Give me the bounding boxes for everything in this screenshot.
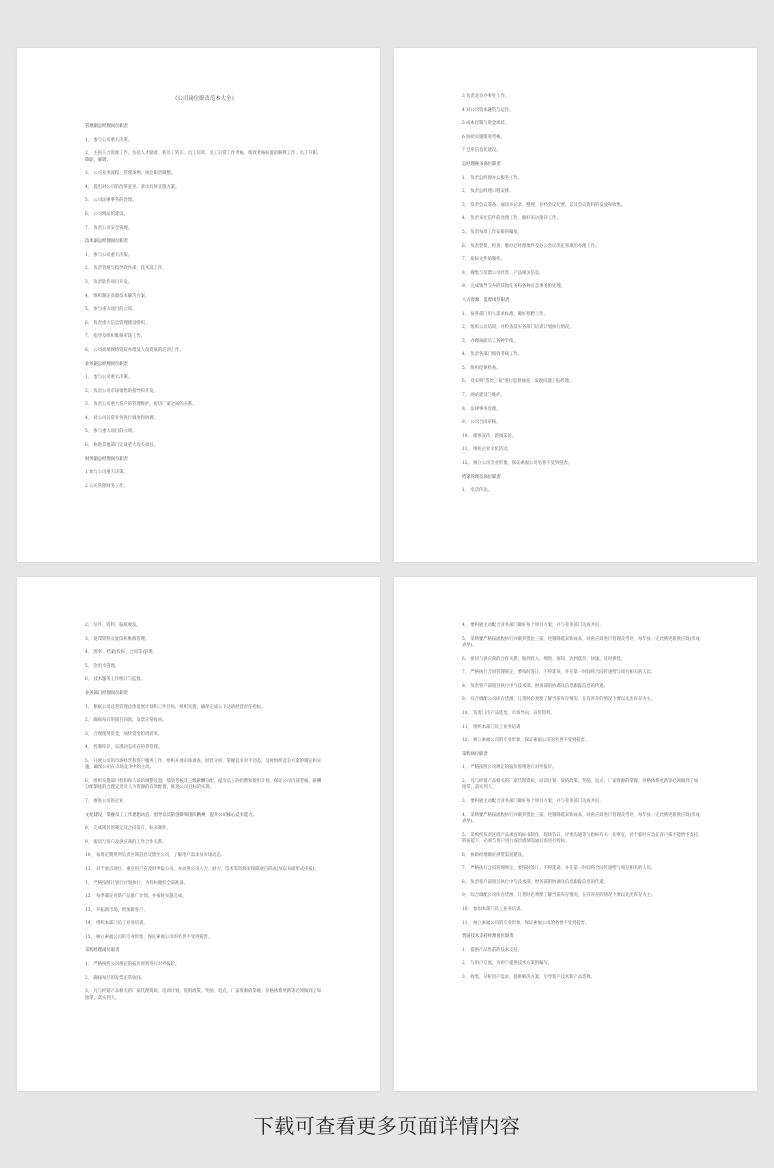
paragraph-item: 12、 每季制定对新产品推广计划，并按时实施完成。	[85, 894, 187, 900]
paragraph-item: 6、 公司网站的建设。	[85, 211, 128, 217]
paragraph-item: 4、 对公司日常业务进行调度和协调。	[85, 415, 158, 421]
paragraph-item: 6、 协助经理做好供货渠道建设。	[462, 852, 527, 858]
document-title: 《公司岗位职责范本大全》	[172, 96, 237, 102]
paragraph-item: 5、 采购要严格按流程执行并做到货比三家，控制降低采购成本，对供应商进行管理及考评，每年按一定比例更新供应商(形成表单)。	[462, 636, 700, 648]
paragraph-item: 9、 完成领导交办的其他任务和各种应急事务的处理。	[462, 284, 565, 290]
paragraph-item: 14、 组织本部门员工业务培训。	[85, 921, 148, 927]
paragraph-item: 2、 信件、资料、报纸收发。	[85, 623, 141, 628]
paragraph-item: 6、 组织实施部门机构和人员的调整设置，绩效考核及三级薪酬分配，提出员工的招聘和使用计划，保证公司内部考核、薪酬分配制度的合理完善及人力资源的有效配置，推进公司目标的实现。	[85, 778, 322, 791]
section-heading: 财务副总经理岗位职责	[85, 456, 128, 462]
download-more-caption[interactable]: 下载可查看更多页面详情内容	[253, 1114, 521, 1138]
page-content	[85, 623, 324, 1009]
paragraph-item: 10、 负责门市产品选型、市场导向、宣传资料。	[462, 710, 555, 716]
paragraph-item: 1、 根据公司总营管理总体发展计划和工作目标，组织实施，确保完成公下达的经营责任指标。	[85, 704, 266, 710]
paragraph-item: 7、 网站建设与维护。	[462, 393, 505, 399]
document-page-2	[394, 48, 757, 562]
paragraph-item: 11、 组织本部门员工业务培训	[462, 724, 521, 730]
paragraph-item: 10、 媒体宣传、新闻采访。	[462, 433, 517, 439]
paragraph-item: 2 公司管理财务工作。	[85, 483, 128, 489]
paragraph-item: 8、 公司高端网络资质办理及人员资质的培训工作。	[85, 347, 184, 353]
paragraph-item: 7 仓库信息化建设。	[462, 148, 501, 154]
paragraph-item: 8、 负责客户部项目执行中与技术部、财务部的协调及信息跟踪信息的传递。	[462, 879, 608, 885]
paragraph-item: 7、 拟标文件的制作。	[462, 257, 505, 263]
page-content	[462, 94, 701, 502]
paragraph-item: 9、 密切与客户及供应商的工作合作关系。	[85, 839, 167, 845]
document-page-3	[17, 577, 380, 1091]
paragraph-item: 5、 组织纪律检查。	[462, 365, 501, 371]
paragraph-item: 5、 公司法律事务的处理。	[85, 198, 137, 204]
paragraph-item: 4、 提出对公司的改革意见，拿出具体实施方案。	[85, 184, 180, 190]
section-heading: 售前技术支持经理岗位职责	[462, 934, 514, 940]
paragraph-item: 9、 综合调配公司库存货源，订货时必须要了解当前库存情况，在有库存的情况下要以先出库存为主。	[462, 697, 656, 703]
paragraph-item: 6 协助实施绩效考核。	[462, 134, 505, 140]
paragraph-item: 8、 完成项目的制定及合同签订，标书制作。	[85, 826, 171, 832]
paragraph-item: 2、 凡与经销产品相关的厂家代理资质，培训计划，促销政策，奖励，返点，厂家资源的掌握，价格体系更新等必须做到了如指掌，落实到人。	[462, 778, 699, 791]
paragraph-item: 2、 主抓人力资源工作，包括人才储备、新员工转正、员工培训、员工日常工作考核、绩效考核标准的解释工作、员工升职、降职、解聘。	[85, 151, 322, 163]
paragraph-item: 5、 负责每周工作安排的编发。	[462, 229, 522, 235]
paragraph-item: 3、 负责会议筹备、通知并记录、整理、存档会议纪要，以及会议资料的发放和收集。	[462, 202, 626, 208]
paragraph-item: 9、 公司合同审核。	[462, 420, 501, 426]
paragraph-item: 7、 严格执行合同管理规定，要按时签订，不得延误，并在第一时间将合同传递给与项目相关的人员。	[462, 866, 656, 872]
paragraph-item: 4 对公司资本融资与运作。	[462, 107, 514, 113]
paragraph-item: 4、 控制库存，实现动态库存的零管理。	[85, 745, 163, 751]
section-heading: 人力资源、监督岗位职责	[462, 297, 510, 303]
paragraph-item: 1、 按各部门用人需求标准，做好招聘工作。	[462, 311, 548, 317]
paragraph-item: 1、 参与公司重大决策。	[85, 375, 133, 381]
paragraph-item: 6、 密切与供应商的合作关系，做到投入、细致、深知、达到低价、快速、及时供货。	[462, 656, 626, 662]
section-heading: 管理副总经理岗位职责	[85, 124, 128, 129]
document-page-4	[394, 577, 757, 1091]
section-heading: 采购岗位职责	[462, 751, 488, 757]
paragraph-item: 8、 负责客户部项目执行中与技术部、财务部的协调及信息跟踪信息的传递。	[462, 683, 608, 689]
paragraph-item: 7、 负责公司安全管理。	[85, 225, 133, 231]
paragraph-item: 1、 电话传达。	[462, 488, 492, 494]
paragraph-item: 6、 负责重大信息管理建设组织。	[85, 320, 150, 326]
section-heading: 技术副总经理岗位职责	[85, 239, 128, 245]
paragraph-item: 3、 收集、分析用户需求，提供解决方案，引导客户技术和产品选择。	[462, 974, 596, 980]
paragraph-item: 5、 饮用水管理。	[85, 663, 120, 669]
paragraph-item: 4、 采购要严格按流程执行并做到货比三家，控制降低采购成本，对供应商进行管理及考评，每年按一定比例更新供应商(形成表单)。	[462, 812, 700, 824]
paragraph-item: 3、 复印资料及复印机维修管理。	[85, 636, 150, 642]
paragraph-item: 7、 推进公司的企业	[85, 798, 124, 804]
paragraph-item: 3、 办理离职员工各种手续。	[462, 338, 518, 344]
paragraph-item: 5、 参与重大项目的立项。	[85, 307, 137, 313]
page-content	[462, 623, 701, 988]
section-heading: 业务副总经理岗位职责	[85, 361, 128, 367]
section-heading: 文化建设，掌握员工工作思想动态，倡导以员的创新和团队精神，提升公司核心竞争能力。	[85, 812, 257, 818]
paragraph-item: 11、 树立索福公司的专业形象，保证索福公司的名誉不受到侵害。	[462, 920, 590, 926]
paragraph-item: 1、 提供产品售前的技术支持。	[462, 947, 522, 953]
paragraph-item: 4、 负责来往信件的处理工作，做好来访接待工作。	[462, 216, 561, 222]
paragraph-item: 5 成本控制与资金周转。	[462, 121, 510, 127]
paragraph-item: 2、 负责管理与指导软件部、技术部工作。	[85, 266, 167, 272]
paragraph-item: 15、 树立索福公司的专业形象，保证索福公司的名誉不受到侵害。	[85, 934, 213, 940]
paragraph-item: 3、 凡与经销产品相关的厂家代理资质，培训计划，促销政策、奖励、返点，厂家资源的掌握，价格体系更新等必须做到了如指掌，落实到人。	[85, 989, 322, 1001]
section-heading: 档案管理员岗位职责	[462, 474, 501, 480]
paragraph-item: 3、 合理使用资金，加快资金的周转率。	[85, 731, 163, 737]
paragraph-item: 4、 组织制定高端技术解决方案。	[85, 293, 150, 299]
paragraph-item: 9、 综合调配公司库存货源，订货时必须要了解当前库存情况，在有库存的情况下要以先出库存为主。	[462, 893, 656, 899]
section-heading: 业务部门经理岗位职责	[85, 690, 128, 696]
paragraph-item: 11、 组织企业文化活动。	[462, 447, 512, 453]
paragraph-item: 1、 严格按照公司规定的报价原则进行对外报价。	[85, 962, 180, 968]
paragraph-item: 13、 开拓新市场，增加新客户。	[85, 907, 148, 913]
paragraph-item: 6、 对采购"货比三家"进行监督抽查，发现问题上报经理。	[462, 379, 574, 385]
paragraph-item: 3 负责北京办事处工作。	[462, 94, 510, 99]
paragraph-item: 2、 负责总经理日程安排。	[462, 189, 514, 195]
paragraph-item: 1、 负责总经理办公服务工作。	[462, 175, 522, 181]
paragraph-item: 12、 树立公司专业形象，保证索福公司名誉不受到侵害。	[462, 461, 572, 467]
paragraph-item: 6、 协助其他部门完成重大攻关项目。	[85, 443, 158, 449]
paragraph-item: 2、 与用户交流，为用户提供技术方案的编写。	[462, 961, 553, 967]
paragraph-item: 4、 负责各部门绩效考核工作。	[462, 352, 522, 358]
paragraph-item: 1、 严格按照公司规定的报价原则进行对外报价。	[462, 765, 557, 771]
paragraph-item: 2、 负责公司市场销售的指导和开发。	[85, 388, 158, 394]
paragraph-item: 5、 开展公司的市场经营和客户服务工作，组织开展市场调查、经营分析，掌握竞争对手动态，及时组织竞争方案的制定和实施，确保公司在市场竞争中的主动。	[85, 758, 322, 771]
paragraph-item: 1、 参与公司重大决策。	[85, 137, 133, 143]
paragraph-item: 8、 法律事务处理。	[462, 406, 501, 412]
paragraph-item: 6、 负责督促、检查、催办总经理批件及办公会议决定事项的办理工作。	[462, 243, 600, 249]
paragraph-item: 3、 负责公司重大客户的管理维护，密切厂家之间的关系。	[85, 402, 197, 408]
paragraph-item: 3、 公司业务流程、管理条例、岗位职责调整。	[85, 171, 176, 177]
section-heading: 总经理秘书岗位职责	[462, 161, 501, 167]
paragraph-item: 12、 树立索福公司的专业形象，保证索福公司的名誉不受到侵害。	[462, 738, 590, 744]
paragraph-item: 2、 确保每月的项目回款，发票正常收回。	[85, 718, 167, 724]
paragraph-item: 1 参与公司重大决策。	[85, 470, 128, 476]
paragraph-item: 6、 技术服务工作统计与监督。	[85, 677, 145, 683]
paragraph-item: 3、 负责软件项目开发。	[85, 279, 133, 285]
paragraph-item: 11、 对于重点项目、重点用户应及时申报公司，并动用公司人力、财力、技术等资源来保障项目的成功(以书面形式申报)。	[85, 866, 319, 872]
paragraph-item: 2、 组织公司培训，并检查落实各部门培训计划执行情况。	[462, 325, 574, 331]
document-page-1	[17, 48, 380, 562]
paragraph-item: 5、 参与重大项目的立项。	[85, 429, 137, 435]
paragraph-item: 1、 严格按照计划行计划执行，为投标做好全部准备。	[85, 880, 188, 886]
paragraph-item: 5、 采购所负责区域产品项目的标书制作，现场答议，评委沟通等与指标有关一切事宜，对于临时应急在客户部不能给予支持的前提下，必须与用户进行深层感情沟通后再进行投标。	[462, 832, 699, 844]
paragraph-item: 4、 图书、档案(投标、合同等)管理。	[85, 650, 157, 656]
paragraph-item: 8、 搜集与反馈公司经营、产品相关信息。	[462, 270, 544, 276]
paragraph-item: 2、 确保每月的发票正常收回。	[85, 975, 145, 981]
paragraph-item: 7、 严格执行合同管理规定，要按时签订，不得延误，并在第一时间将合同传递给与项目相关的人员。	[462, 670, 656, 676]
paragraph-item: 3、 要积极主动配合业务部门做好每个项目方案，并与业务部门达成共识。	[462, 798, 604, 804]
paragraph-item: 10、 每周定期将所负责区域信息反馈至公司，了解用户需求及市场动态。	[85, 853, 226, 859]
page-content	[85, 94, 324, 497]
paragraph-item: 7、 指导及组织维修市场工作。	[85, 334, 145, 340]
paragraph-item: 1、 参与公司重大决策。	[85, 252, 133, 258]
paragraph-item: 10、 参加本部门员工业务培训。	[462, 906, 525, 912]
paragraph-item: 4、 要积极主动配合业务部门做好每个项目方案，并与业务部门达成共识。	[462, 623, 604, 628]
section-heading: 采购经理岗位职责	[85, 948, 120, 954]
